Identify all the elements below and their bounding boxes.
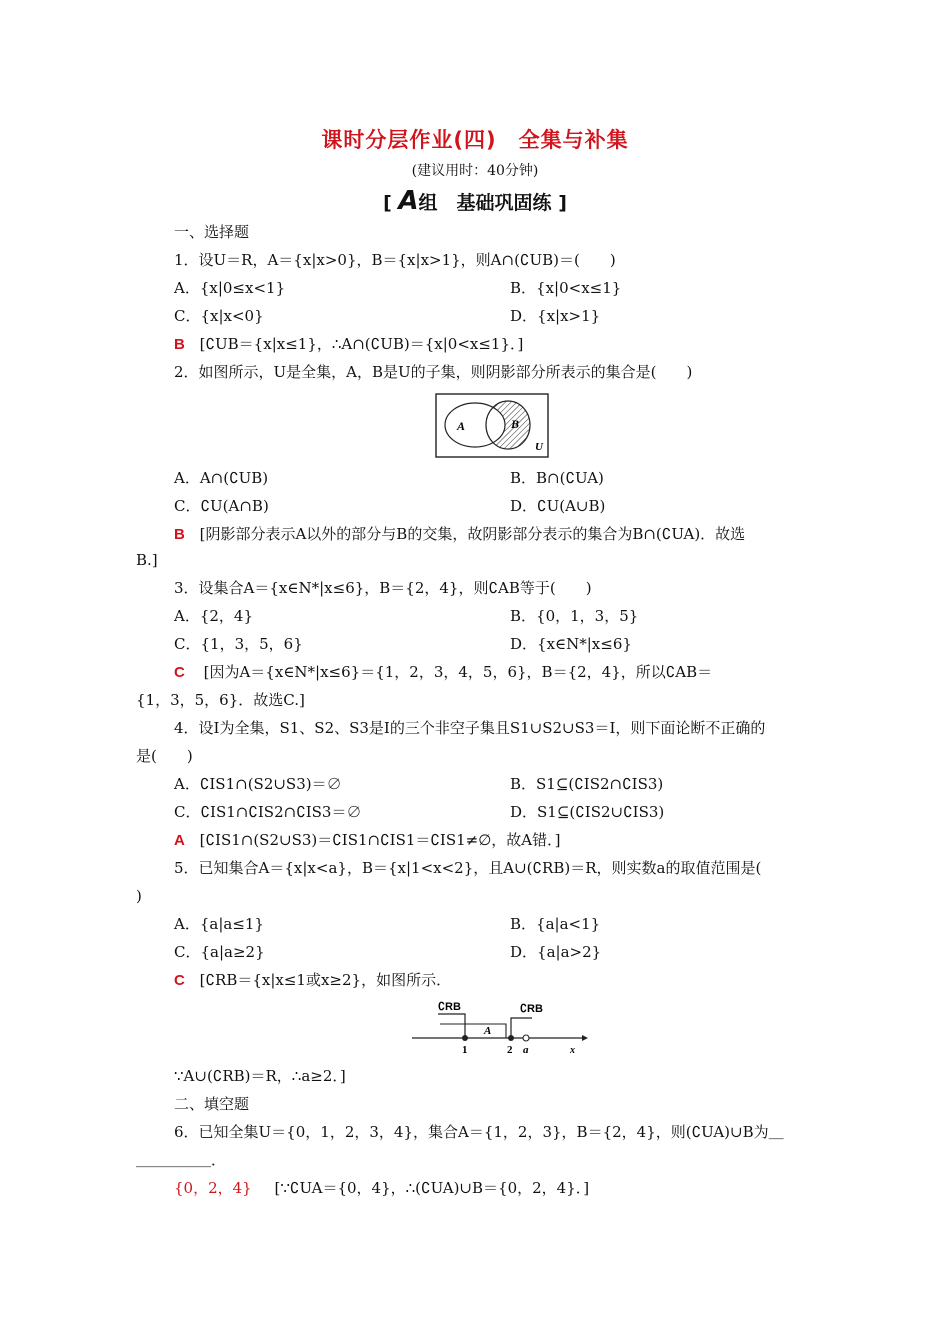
q4-explanation: [∁IS1∩(S2∪S3)＝∁IS1∩∁IS1＝∁IS1≠∅，故A错．] xyxy=(199,831,561,849)
q1-solution xyxy=(174,334,523,355)
axis-arrow xyxy=(582,1035,588,1041)
label-b: B xyxy=(511,417,520,431)
q4-option-a: A．∁IS1∩(S2∪S3)＝∅ xyxy=(174,775,342,793)
q4-answer: A xyxy=(174,832,185,849)
number-line-figure xyxy=(410,998,590,1064)
q2-option-c: C．∁U(A∩B) xyxy=(174,497,269,515)
q4-option-c: C．∁IS1∩∁IS2∩∁IS3＝∅ xyxy=(174,803,362,821)
complement-right-bracket xyxy=(511,1018,532,1038)
q6-stem-cont: ＿＿＿＿＿． xyxy=(136,1151,227,1169)
group-letter: A xyxy=(398,186,419,216)
venn-diagram xyxy=(435,393,549,462)
q2-option-b: B．B∩(∁UA) xyxy=(510,469,604,487)
q2-option-a: A．A∩(∁UB) xyxy=(174,469,269,487)
section-heading-choice: 一、选择题 xyxy=(174,223,250,241)
q5-explanation: [∁RB＝{x|x≤1或x≥2}，如图所示． xyxy=(199,971,452,989)
time-hint: (建议用时：40分钟) xyxy=(411,163,539,179)
q6-explanation: [∵∁UA＝{0，4}，∴(∁UA)∪B＝{0，2，4}．] xyxy=(274,1179,590,1197)
q6-stem: 6．已知全集U＝{0，1，2，3，4}，集合A＝{1，2，3}，B＝{2，4}，则(∁UA)∪B为＿ xyxy=(174,1123,784,1141)
q6-solution xyxy=(174,1178,589,1198)
q5-conclusion: ∵A∪(∁RB)＝R，∴a≥2．] xyxy=(174,1067,346,1085)
q2-answer: B xyxy=(174,526,185,543)
q1-stem: 1．设U＝R，A＝{x|x>0}，B＝{x|x>1}，则A∩(∁UB)＝( ) xyxy=(174,251,616,269)
q3-option-c: C．{1，3，5，6} xyxy=(174,635,303,653)
q4-stem-cont: 是( ) xyxy=(136,747,193,765)
label-a: A xyxy=(457,419,466,433)
label-complement-right: ∁RB xyxy=(520,1003,543,1015)
q5-option-a: A．{a|a≤1} xyxy=(174,915,264,933)
q3-option-b: B．{0，1，3，5} xyxy=(510,607,639,625)
q3-option-a: A．{2，4} xyxy=(174,607,254,625)
label-complement-left: ∁RB xyxy=(438,1001,461,1013)
page-title: 课时分层作业(四) 全集与补集 xyxy=(321,128,629,152)
point-1 xyxy=(462,1035,468,1041)
q3-explanation: [因为A＝{x∈N*|x≤6}＝{1，2，3，4，5，6}，B＝{2，4}，所以∁AB＝ xyxy=(203,663,713,681)
q2-option-d: D．∁U(A∪B) xyxy=(510,497,606,515)
complement-left-bracket xyxy=(438,1014,465,1038)
q4-option-b: B．S1⊆(∁IS2∩∁IS3) xyxy=(510,775,664,793)
q3-option-d: D．{x∈N*|x≤6} xyxy=(510,635,632,653)
tick-label-2: 2 xyxy=(507,1044,513,1056)
point-2 xyxy=(508,1035,514,1041)
venn-figure xyxy=(435,393,549,458)
q1-answer: B xyxy=(174,336,185,353)
tick-label-a: a xyxy=(523,1044,529,1056)
q1-option-b: B．{x|0<x≤1} xyxy=(510,279,622,297)
section-heading-fill: 二、填空题 xyxy=(174,1095,250,1113)
q2-explanation: [阴影部分表示A以外的部分与B的交集，故阴影部分表示的集合为B∩(∁UA)．故选 xyxy=(199,525,746,543)
q3-explanation-cont: {1，3，5，6}．故选C.] xyxy=(136,691,305,709)
q5-option-d: D．{a|a>2} xyxy=(510,943,602,961)
group-bracket-right: ] xyxy=(558,192,567,214)
q3-answer: C xyxy=(174,664,185,681)
group-heading xyxy=(0,186,950,216)
axis-label-x: x xyxy=(570,1045,575,1056)
group-label: 组 基础巩固练 xyxy=(418,192,552,214)
q2-explanation-cont: B.] xyxy=(136,551,158,569)
q5-solution xyxy=(174,970,451,991)
point-a xyxy=(523,1035,529,1041)
q1-explanation: [∁UB＝{x|x≤1}，∴A∩(∁UB)＝{x|0<x≤1}．] xyxy=(199,335,524,353)
q1-option-c: C．{x|x<0} xyxy=(174,307,264,325)
label-u: U xyxy=(535,441,543,453)
q4-solution xyxy=(174,830,561,851)
set-a-bracket xyxy=(440,1024,506,1038)
q5-option-b: B．{a|a<1} xyxy=(510,915,601,933)
q5-stem: 5．已知集合A＝{x|x<a}，B＝{x|1<x<2}，且A∪(∁RB)＝R，则实数a的取值范围是( xyxy=(174,859,762,877)
q1-option-a: A．{x|0≤x<1} xyxy=(174,279,286,297)
q4-stem: 4．设I为全集，S1、S2、S3是I的三个非空子集且S1∪S2∪S3＝I，则下面论断不正确的 xyxy=(174,719,766,737)
q4-option-d: D．S1⊆(∁IS2∪∁IS3) xyxy=(510,803,665,821)
q3-solution xyxy=(174,662,712,683)
q5-answer: C xyxy=(174,972,185,989)
q2-stem: 2．如图所示，U是全集，A，B是U的子集，则阴影部分所表示的集合是( ) xyxy=(174,363,693,381)
q6-answer: {0，2，4} xyxy=(174,1179,252,1197)
q5-option-c: C．{a|a≥2} xyxy=(174,943,265,961)
number-line xyxy=(410,998,590,1060)
label-set-a: A xyxy=(484,1025,492,1037)
tick-label-1: 1 xyxy=(462,1044,468,1056)
q2-solution xyxy=(174,524,745,545)
q3-stem: 3．设集合A＝{x∈N*|x≤6}，B＝{2，4}，则∁AB等于( ) xyxy=(174,579,592,597)
group-bracket-left: [ xyxy=(383,192,392,214)
q1-option-d: D．{x|x>1} xyxy=(510,307,601,325)
q5-stem-cont: ) xyxy=(136,887,142,905)
